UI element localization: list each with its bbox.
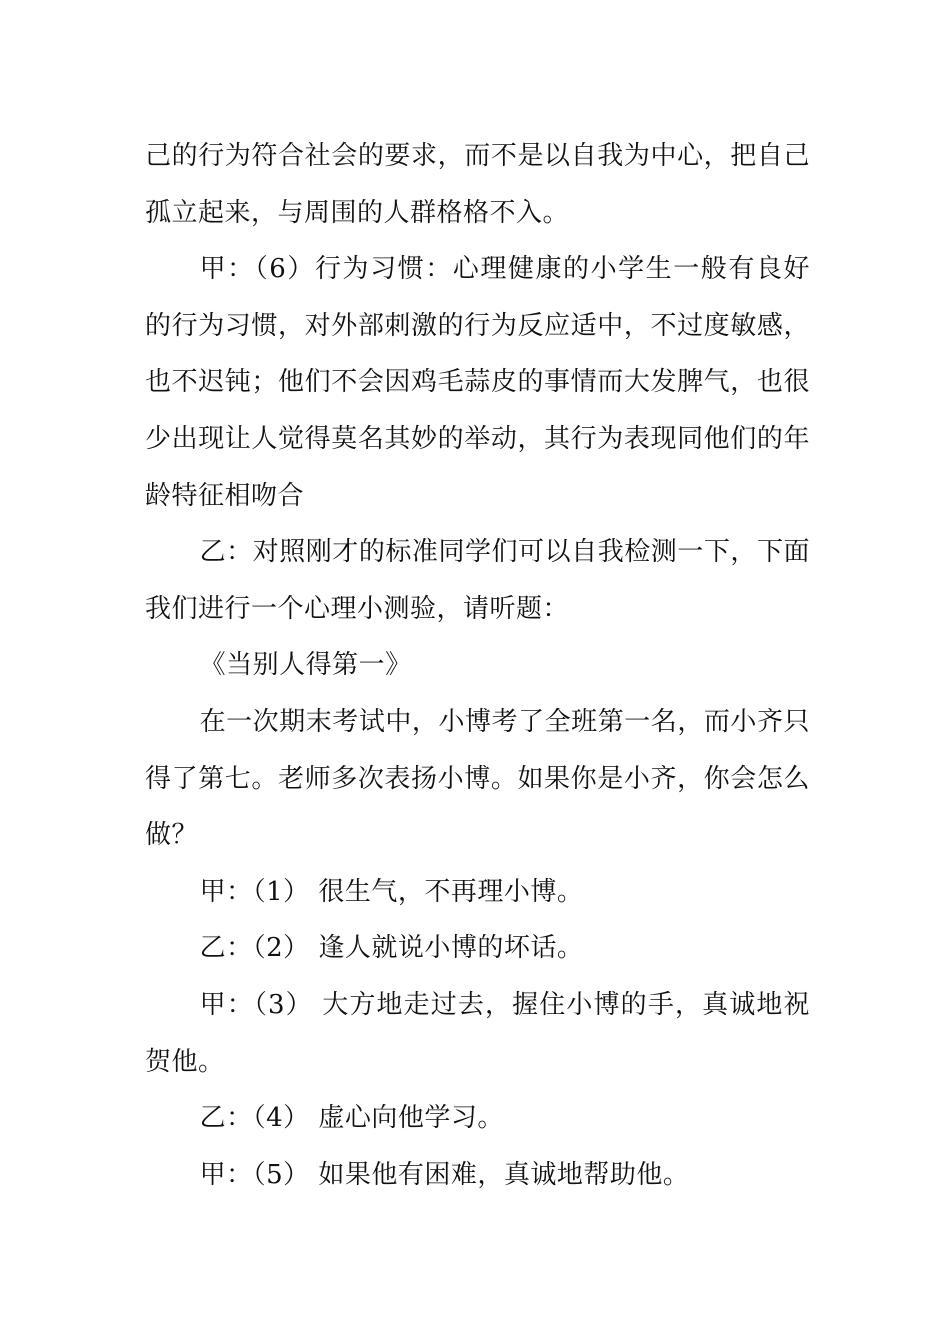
quiz-title: 《当别人得第一》	[199, 650, 412, 681]
paragraph-self-check: 乙：对照刚才的标准同学们可以自我检测一下，下面我们进行一个心理小测验，请听题：	[145, 537, 810, 624]
quiz-option-3: 甲：（3） 大方地走过去，握住小博的手，真诚地祝贺他。	[145, 989, 810, 1077]
document-body	[145, 128, 810, 1203]
quiz-option-5: 甲：（5） 如果他有困难，真诚地帮助他。	[199, 1159, 690, 1190]
paragraph-behavior-habits: 甲：（6）行为习惯：心理健康的小学生一般有良好的行为习惯，对外部刺激的行为反应适中，不过度敏感，也不迟钝；他们不会因鸡毛蒜皮的事情而大发脾气，也很少出现让人觉得莫名其妙的举动，其行为表现同他们的年龄特征相吻合	[145, 254, 810, 511]
quiz-question: 在一次期末考试中，小博考了全班第一名，而小齐只得了第七。老师多次表扬小博。如果你是小齐，你会怎么做？	[145, 706, 810, 851]
quiz-option-1: 甲：（1） 很生气，不再理小博。	[199, 876, 584, 907]
quiz-option-2: 乙：（2） 逢人就说小博的坏话。	[199, 933, 584, 964]
paragraph-continuation: 己的行为符合社会的要求，而不是以自我为中心，把自己孤立起来，与周围的人群格格不入。	[145, 141, 810, 228]
quiz-option-4: 乙：（4） 虚心向他学习。	[199, 1103, 504, 1134]
